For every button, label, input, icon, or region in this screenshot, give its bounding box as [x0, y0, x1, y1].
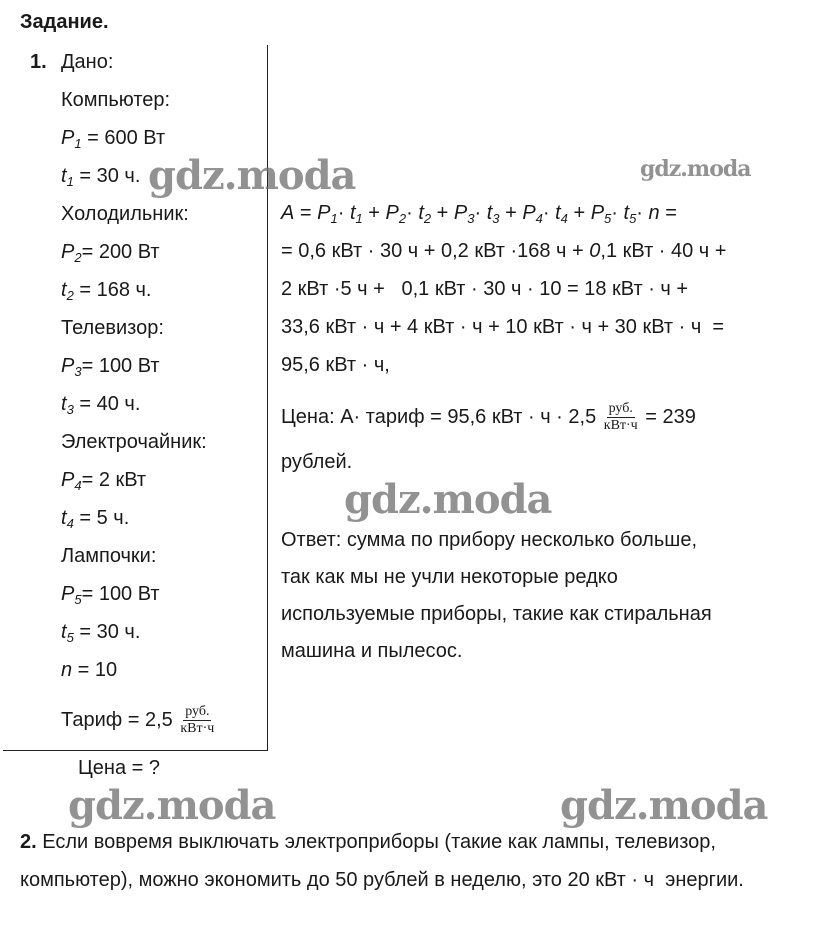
tariff-given: Тариф = 2,5 $\frac{\text{руб.}}{\text{кВт·ч}}$ — [61, 704, 215, 736]
text-fragment: = 2 кВт — [81, 469, 147, 491]
tariff-fraction: $\frac{\text{руб.}}{\text{кВт·ч}}$ — [180, 704, 215, 736]
given-item — [61, 126, 165, 150]
text-fragment: 5 — [74, 592, 82, 607]
text-fragment: P — [385, 202, 399, 224]
text-fragment: P — [61, 355, 75, 377]
text-fragment: 0 — [589, 240, 601, 262]
text-fragment: P — [61, 469, 75, 491]
text-fragment: ,1 кВт · 40 ч + — [600, 240, 727, 262]
given-divider-horizontal — [3, 750, 268, 751]
text-fragment: + — [499, 202, 523, 224]
given-item — [61, 316, 164, 340]
answer-line: машина и пылесос. — [281, 640, 463, 662]
watermark-logo: gdz.moda — [640, 156, 751, 182]
given-item — [61, 430, 207, 454]
watermark-logo: gdz.moda — [148, 152, 356, 199]
text-fragment: Холодильник: — [61, 203, 189, 225]
given-item — [61, 620, 140, 644]
text-fragment: 1 — [355, 211, 363, 226]
find-price: Цена = ? — [78, 757, 161, 779]
text-fragment: 3 — [66, 402, 74, 417]
text-fragment: = 30 ч. — [73, 621, 141, 643]
text-fragment: + — [567, 202, 591, 224]
given-item — [61, 392, 140, 416]
given-divider-vertical — [267, 45, 268, 751]
text-fragment: Компьютер: — [61, 89, 171, 111]
given-item — [61, 202, 189, 226]
text-fragment: t — [349, 202, 356, 224]
watermark-logo: gdz.moda — [560, 782, 768, 829]
text-fragment: P — [453, 202, 468, 224]
text-fragment: = — [294, 202, 318, 224]
task2-line: 2. Если вовремя выключать электроприборы (такие как лампы, телевизор, — [20, 831, 716, 853]
text-fragment: = 40 ч. — [73, 393, 141, 415]
text-fragment: 95,6 кВт · ч, — [281, 354, 390, 376]
text-fragment: 5 — [66, 630, 74, 645]
text-fragment: t — [486, 202, 493, 224]
solution-line — [281, 353, 390, 377]
text-fragment: · — [406, 202, 419, 224]
solution-line — [281, 315, 724, 339]
text-fragment: = 5 ч. — [73, 507, 130, 529]
text-fragment: · — [542, 202, 556, 224]
text-fragment: 1 — [66, 174, 74, 189]
text-fragment: P — [61, 241, 75, 263]
text-fragment: 2 кВт ·5 ч + 0,1 кВт · 30 ч · 10 = 18 кВт · ч + — [281, 278, 689, 300]
given-label: Дано: — [61, 51, 114, 73]
given-item — [61, 164, 140, 188]
task1-number: 1. — [30, 51, 47, 73]
text-fragment: t — [623, 202, 630, 224]
price-fraction: $\frac{\text{руб.}}{\text{кВт·ч}}$ — [603, 401, 638, 433]
text-fragment: n — [61, 659, 73, 681]
given-item — [61, 240, 160, 264]
given-item — [61, 354, 160, 378]
solution-line — [281, 239, 726, 263]
text-fragment: = 0,6 кВт · 30 ч + 0,2 кВт ·168 ч + — [281, 240, 590, 262]
text-fragment: 4 — [74, 478, 82, 493]
text-fragment: P — [522, 202, 536, 224]
task-heading: Задание. — [20, 11, 109, 33]
text-fragment: 1 — [74, 136, 82, 151]
solution-line — [281, 201, 677, 225]
text-fragment: 4 — [66, 516, 74, 531]
text-fragment: 4 — [535, 211, 543, 226]
price-calculation: Цена: А· тариф = 95,6 кВт · ч · 2,5 $\frac{\text{руб.}}{\text{кВт·ч}}$ = 239 — [281, 401, 696, 433]
text-fragment: = 100 Вт — [81, 355, 160, 377]
text-fragment: 5 — [629, 211, 637, 226]
text-fragment: 2 — [66, 288, 74, 303]
text-fragment: = 168 ч. — [73, 279, 152, 301]
text-fragment: P — [590, 202, 605, 224]
given-item — [61, 88, 170, 112]
text-fragment: 4 — [560, 211, 568, 226]
text-fragment: 33,6 кВт · ч + 4 кВт · ч + 10 кВт · ч + 30 кВт · ч = — [281, 316, 725, 338]
text-fragment: 3 — [492, 211, 500, 226]
text-fragment: t — [61, 507, 67, 529]
watermark-logo: gdz.moda — [68, 782, 276, 829]
text-fragment: 5 — [604, 211, 612, 226]
text-fragment: t — [61, 279, 67, 301]
answer-line: используемые приборы, такие как стиральная — [281, 603, 712, 625]
answer-line: так как мы не учли некоторые редко — [281, 566, 618, 588]
text-fragment: t — [61, 393, 67, 415]
text-fragment: = 200 Вт — [81, 241, 160, 263]
text-fragment: n — [648, 202, 660, 224]
given-item — [61, 506, 129, 530]
given-item — [61, 544, 156, 568]
text-fragment: t — [61, 621, 67, 643]
given-item — [61, 468, 146, 492]
text-fragment: = 10 — [72, 659, 118, 681]
answer-line: Ответ: сумма по прибору несколько больше, — [281, 529, 697, 551]
text-fragment: = 600 Вт — [81, 127, 166, 149]
text-fragment: · — [611, 202, 624, 224]
text-fragment: P — [317, 202, 331, 224]
text-fragment: 2 — [423, 211, 432, 226]
given-item — [61, 278, 152, 302]
given-item — [61, 658, 117, 682]
task2-line: компьютер), можно экономить до 50 рублей в неделю, это 20 кВт · ч энергии. — [20, 869, 744, 891]
text-fragment: Телевизор: — [61, 317, 164, 339]
text-fragment: 2 — [74, 250, 82, 265]
text-fragment: t — [418, 202, 424, 224]
text-fragment: = 100 Вт — [81, 583, 160, 605]
text-fragment: t — [555, 202, 561, 224]
text-fragment: = 30 ч. — [73, 165, 141, 187]
text-fragment: = — [659, 202, 677, 224]
text-fragment: Лампочки: — [61, 545, 157, 567]
solution-line — [281, 277, 688, 301]
text-fragment: Электрочайник: — [61, 431, 207, 453]
text-fragment: + — [362, 202, 386, 224]
text-fragment: 3 — [467, 211, 475, 226]
text-fragment: 2 — [398, 211, 407, 226]
text-fragment: P — [61, 583, 75, 605]
text-fragment: 3 — [74, 364, 82, 379]
text-fragment: t — [61, 165, 67, 187]
text-fragment: · — [474, 202, 487, 224]
text-fragment: · — [337, 202, 350, 224]
price-unit: рублей. — [281, 451, 353, 473]
text-fragment: P — [61, 127, 75, 149]
text-fragment: + — [431, 202, 454, 224]
watermark-logo: gdz.moda — [344, 476, 552, 523]
given-item — [61, 582, 160, 606]
text-fragment: 1 — [330, 211, 338, 226]
text-fragment: · — [636, 202, 649, 224]
text-fragment: A — [281, 202, 295, 224]
